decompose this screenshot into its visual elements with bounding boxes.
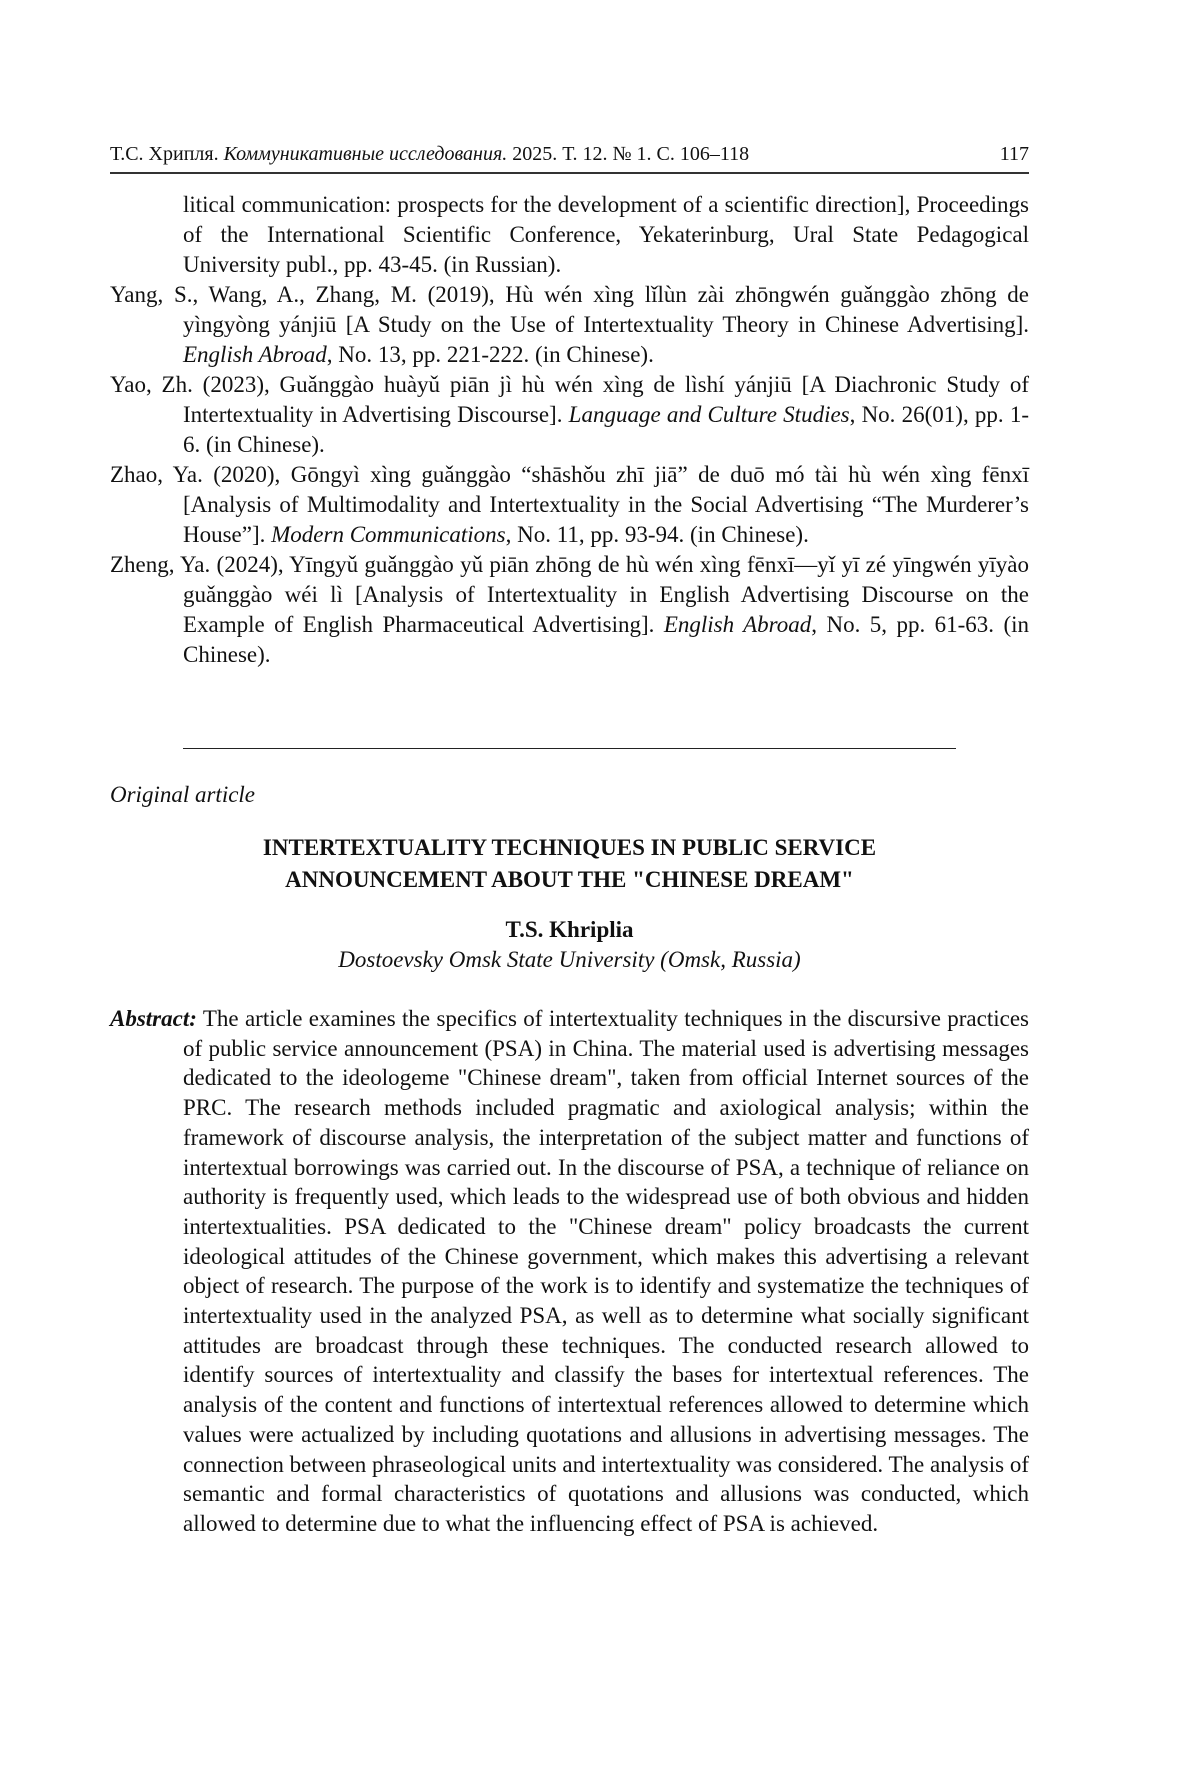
running-header	[110, 143, 1029, 174]
abstract-text: The article examines the specifics of intertextuality techniques in the discursive practices of public service announcement (PSA) in China. The material used is advertising messages dedicated to the ideologeme "Chinese dream", taken from official Internet sources of the PRC. The research methods included pragmatic and axiological analysis; within the framework of discourse analysis, the interpretation of the subject matter and functions of intertextual borrowings was carried out. In the discourse of PSA, a technique of reliance on authority is frequently used, which leads to the widespread use of both obvious and hidden intertextualities. PSA dedicated to the "Chinese dream" policy broadcasts the current ideological attitudes of the Chinese government, which makes this advertising a relevant object of research. The purpose of the work is to identify and systematize the techniques of intertextuality used in the analyzed PSA, as well as to determine what socially significant attitudes are broadcast through these techniques. The conducted research allowed to identify sources of intertextuality and classify the bases for intertextual references. The analysis of the content and functions of intertextual references allowed to determine which values were actualized by including quotations and allusions in advertising messages. The connection between phraseological units and intertextuality was considered. The analysis of semantic and formal characteristics of quotations and allusions was conducted, which allowed to determine due to what the influencing effect of PSA is achieved.	[183, 1006, 1029, 1536]
reference-text: litical communication: prospects for the development of a scientific direction], Proceedings of the International Scientific Conference, Yekaterinburg, Ural State Pedagogical University publ., pp. 43-45. (in Russian).	[183, 192, 1029, 277]
reference-details: , No. 5, pp. 61-63. (in Chinese).	[183, 612, 1030, 667]
article-type: Original article	[110, 782, 256, 807]
reference-journal: Language and Culture Studies	[568, 402, 850, 427]
reference-text: Yang, S., Wang, A., Zhang, M. (2019), Hù wén xìng lǐlùn zài zhōngwén guǎnggào zhōng de yìngyòng yánjiū [A Study on the Use of Intertextuality Theory in Chinese Advertising].	[110, 282, 1029, 337]
reference-journal: English Abroad	[183, 342, 327, 367]
title-line: ANNOUNCEMENT ABOUT THE "CHINESE DREAM"	[285, 867, 854, 892]
reference-item	[110, 370, 1029, 460]
reference-item	[110, 190, 1029, 280]
reference-text: Zheng, Ya. (2024), Yīngyǔ guǎnggào yǔ piān zhōng de hù wén xìng fēnxī—yǐ yī zé yīngwén yīyào guǎnggào wéi lì [Analysis of Intertextuality in English Advertising Discourse on the Example of English Pharmaceutical Advertising].	[110, 552, 1029, 637]
reference-item	[110, 280, 1029, 370]
header-journal: Коммуникативные исследования.	[223, 143, 508, 165]
header-author: Т.С. Хрипля.	[110, 143, 219, 165]
reference-list	[110, 190, 1029, 670]
abstract	[110, 1004, 1029, 1539]
article-author: T.S. Khriplia	[505, 917, 634, 942]
reference-item	[110, 550, 1029, 670]
section-divider	[183, 748, 956, 749]
reference-details: , No. 11, pp. 93-94. (in Chinese).	[505, 522, 809, 547]
reference-text: Yao, Zh. (2023), Guǎnggào huàyǔ piān jì hù wén xìng de lìshí yánjiū [A Diachronic Study of Intertextuality in Advertising Discourse].	[110, 372, 1029, 427]
article-title	[110, 832, 1029, 896]
header-citation: 2025. Т. 12. № 1. С. 106–118	[512, 143, 750, 165]
author-affiliation: Dostoevsky Omsk State University (Omsk, Russia)	[338, 947, 801, 972]
page-number: 117	[999, 143, 1029, 165]
abstract-label: Abstract:	[110, 1006, 197, 1031]
reference-journal: English Abroad	[663, 612, 812, 637]
title-line: INTERTEXTUALITY TECHNIQUES IN PUBLIC SERVICE	[262, 835, 877, 860]
reference-text: Zhao, Ya. (2020), Gōngyì xìng guǎnggào “shāshǒu zhī jiā” de duō mó tài hù wén xìng fēnxī [Analysis of Multimodality and Intertextuality in the Social Advertising “The Murderer’s House”].	[110, 462, 1029, 547]
reference-item	[110, 460, 1029, 550]
running-header-citation	[110, 143, 749, 166]
reference-details: , No. 13, pp. 221-222. (in Chinese).	[326, 342, 654, 367]
reference-details: , No. 26(01), pp. 1-6. (in Chinese).	[183, 402, 1029, 457]
reference-journal: Modern Communications	[271, 522, 506, 547]
